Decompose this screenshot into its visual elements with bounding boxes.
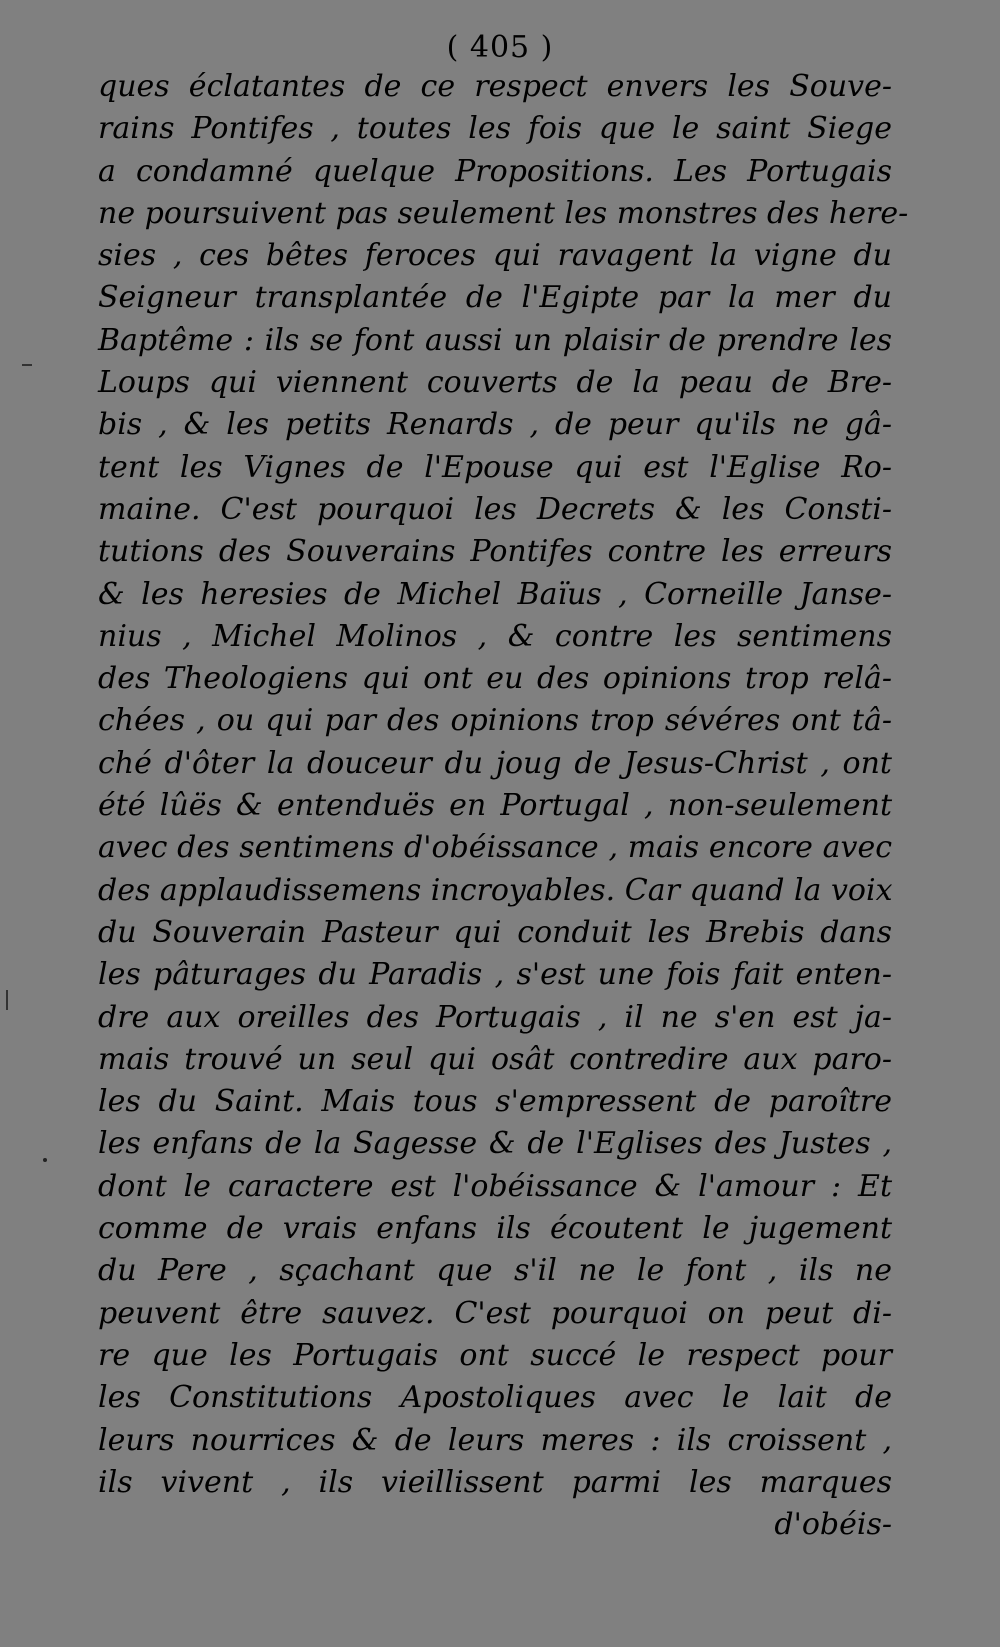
text-line: ques éclatantes de ce respect envers les Souve- (98, 69, 892, 104)
text-line: des Theologiens qui ont eu des opinions trop relâ- (98, 661, 892, 697)
text-line: avec des sentimens d'obéissance , mais encore avec (98, 830, 892, 866)
text-line: tutions des Souverains Pontifes contre les erreurs (98, 534, 892, 570)
text-line: dont le caractere est l'obéissance & l'amour : Et (98, 1168, 892, 1204)
text-line: leurs nourrices & de leurs meres : ils croissent , (98, 1422, 892, 1458)
text-line: Loups qui viennent couverts de la peau de Bre- (98, 365, 892, 401)
text-line: comme de vrais enfans ils écoutent le jugement (98, 1211, 892, 1247)
text-line: rains Pontifes , toutes les fois que le saint Siege (98, 111, 892, 147)
text-line: les du Saint. Mais tous s'empressent de paroître (98, 1084, 892, 1120)
text-line: maine. C'est pourquoi les Decrets & les Consti- (98, 491, 892, 527)
text-line: du Pere , sçachant que s'il ne le font , ils ne (98, 1253, 892, 1289)
text-line: les enfans de la Sagesse & de l'Eglises des Justes , (98, 1126, 892, 1162)
text-line: des applaudissemens incroyables. Car quand la voix (98, 872, 893, 908)
text-line: été lûës & entenduës en Portugal , non-seulement (98, 788, 892, 824)
text-line: ne poursuivent pas seulement les monstres des here- (98, 195, 909, 231)
text-line: tent les Vignes de l'Epouse qui est l'Eglise Ro- (98, 449, 892, 485)
margin-mark (43, 1158, 47, 1162)
page-number: ( 405 ) (446, 30, 554, 65)
text-line: ché d'ôter la douceur du joug de Jesus-Christ , ont (98, 745, 892, 781)
text-line: Seigneur transplantée de l'Egipte par la mer du (98, 280, 892, 316)
text-line: du Souverain Pasteur qui conduit les Brebis dans (98, 914, 892, 950)
text-line: bis , & les petits Renards , de peur qu'ils ne gâ- (98, 407, 892, 443)
text-line: peuvent être sauvez. C'est pourquoi on peut di- (98, 1295, 892, 1331)
text-line: re que les Portugais ont succé le respect pour (98, 1337, 892, 1373)
margin-mark (22, 364, 32, 366)
text-line: nius , Michel Molinos , & contre les sentimens (98, 618, 892, 654)
text-line: Baptême : ils se font aussi un plaisir de prendre les (98, 322, 892, 358)
catchword: d'obéis- (774, 1507, 892, 1543)
text-line: dre aux oreilles des Portugais , il ne s'en est ja- (98, 999, 892, 1035)
text-line: mais trouvé un seul qui osât contredire aux paro- (98, 1041, 892, 1077)
margin-mark (6, 990, 8, 1010)
text-line: & les heresies de Michel Baïus , Corneille Janse- (98, 576, 892, 612)
text-line: les Constitutions Apostoliques avec le lait de (98, 1380, 892, 1416)
text-line: ils vivent , ils vieillissent parmi les marques (98, 1464, 892, 1500)
body-text (98, 66, 909, 1546)
text-line: chées , ou qui par des opinions trop sévéres ont tâ- (98, 703, 892, 739)
text-line: sies , ces bêtes feroces qui ravagent la vigne du (98, 238, 892, 274)
text-line: a condamné quelque Propositions. Les Portugais (98, 153, 892, 189)
text-line: les pâturages du Paradis , s'est une fois fait enten- (98, 957, 892, 993)
